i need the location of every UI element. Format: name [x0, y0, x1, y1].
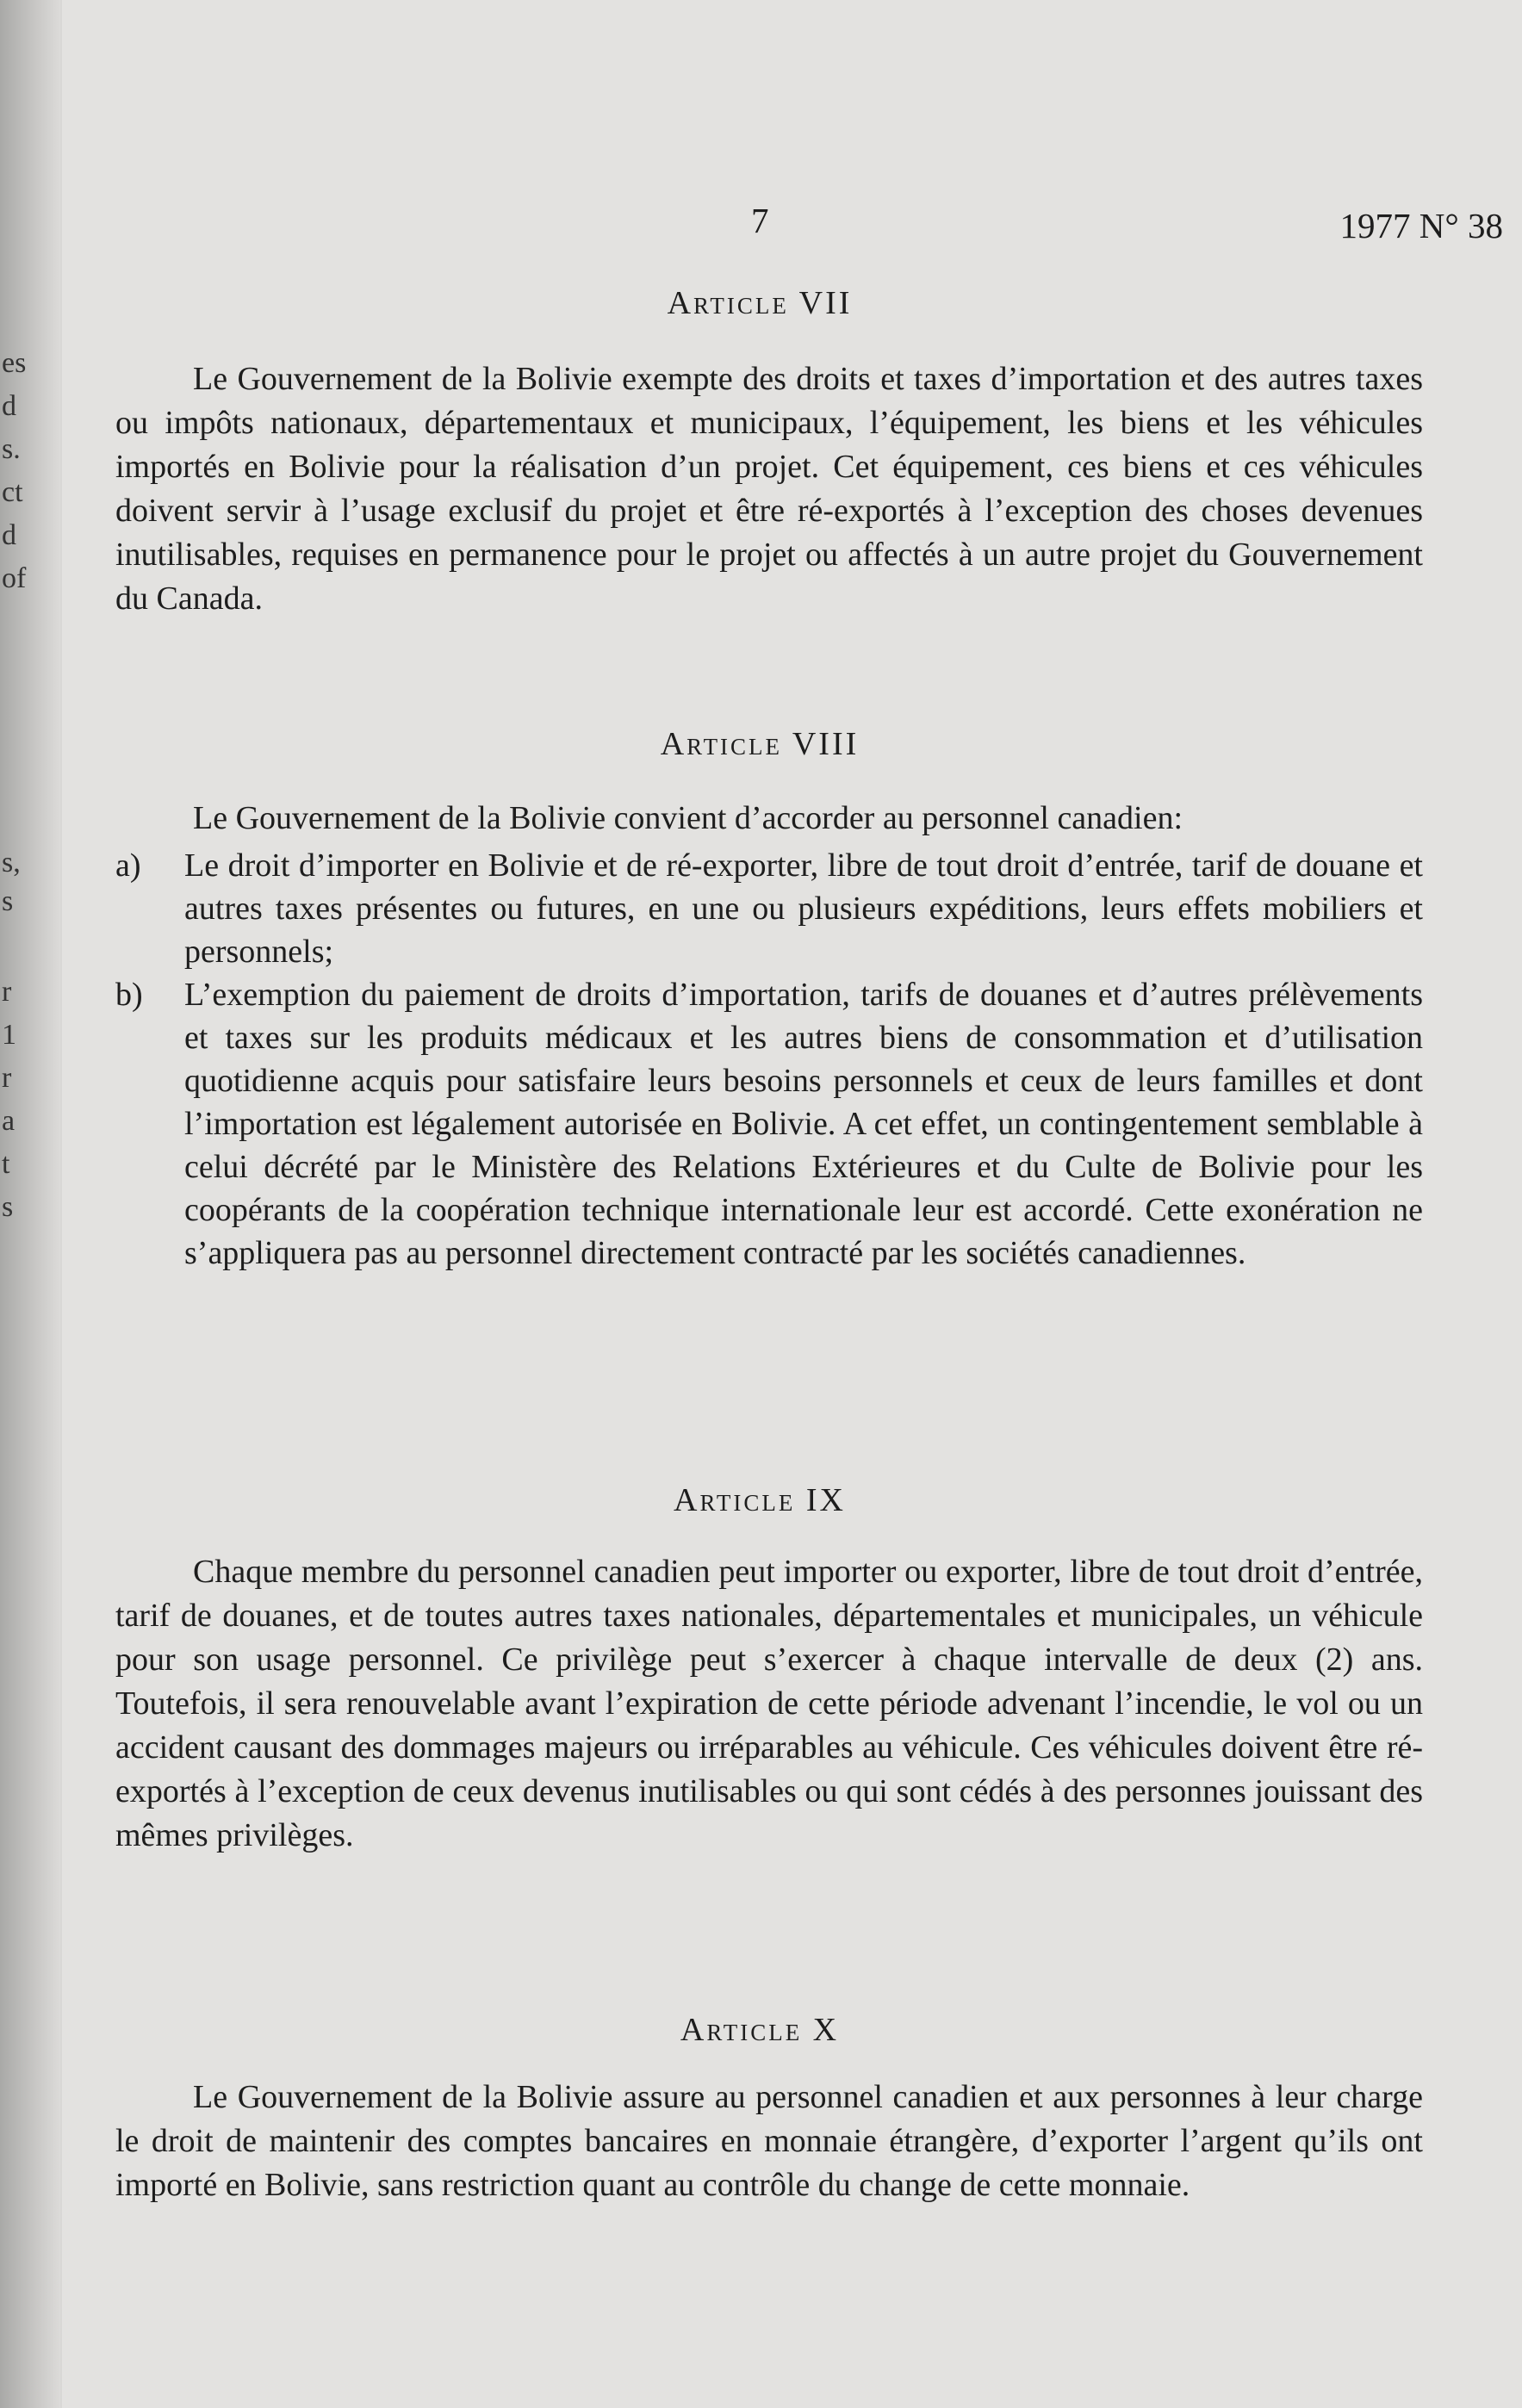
list-marker: b): [115, 977, 143, 1013]
provisions-list: [115, 844, 1423, 1275]
gutter-fragment: d: [2, 519, 16, 551]
list-item-text: L’exemption du paiement de droits d’importation, tarifs de douanes et d’autres prélèvements et taxes sur les produits médicaux et les autres biens de consommation et d’utilisation quotidienne acquis pour satisfaire leurs besoins personnels et ceux de leurs familles et dont l’importation est légalement autorisée en Bolivie. A cet effet, un contingentement semblable à celui décrété par le Ministère des Relations Extérieures et du Culte de Bolivie pour les coopérants de la coopération technique internationale leur est accordé. Cette exonération ne s’appliquera pas au personnel directement contracté par les sociétés canadiennes.: [184, 977, 1423, 1271]
article-paragraph: Le Gouvernement de la Bolivie exempte des droits et taxes d’importation et des autres taxes ou impôts nationaux, départementaux et municipaux, l’équipement, les biens et les véhicules importés en Bolivie pour la réalisation d’un projet. Cet équipement, ces biens et ces véhicules doivent servir à l’usage exclusif du projet et être ré-exportés à l’exception des choses devenues inutilisables, requises en permanence pour le projet ou affectés à un autre projet du Gouvernement du Canada.: [115, 361, 1423, 617]
gutter-fragment: es: [2, 347, 27, 379]
article-heading: Article X: [680, 2012, 840, 2048]
list-item: [115, 844, 1423, 973]
article-intro: Le Gouvernement de la Bolivie convient d’accorder au personnel canadien:: [193, 800, 1183, 836]
article-heading: Article IX: [674, 1482, 846, 1518]
gutter-fragment: s.: [2, 433, 21, 465]
article-heading: Article VII: [667, 285, 853, 321]
gutter-fragment: s,: [2, 847, 21, 878]
gutter-fragment: of: [2, 562, 27, 594]
gutter-fragment: s: [2, 1191, 14, 1223]
list-item: [115, 973, 1423, 1275]
gutter-fragment: r: [2, 1062, 12, 1094]
document-reference: 1977 N° 38: [1339, 206, 1503, 245]
list-marker: a): [115, 847, 141, 884]
article-paragraph: Chaque membre du personnel canadien peut importer ou exporter, libre de tout droit d’entrée, tarif de douanes, et de toutes autres taxes nationales, départementales et municipales, un véhicule pour son usage personnel. Ce privilège peut s’exercer à chaque intervalle de deux (2) ans. Toutefois, il sera renouvelable avant l’expiration de cette période advenant l’incendie, le vol ou un accident causant des dommages majeurs ou irréparables au véhicule. Ces véhicules doivent être ré-exportés à l’exception de ceux devenus inutilisables ou qui sont cédés à des personnes jouissant des mêmes privilèges.: [115, 1554, 1423, 1853]
page-number: 7: [751, 201, 769, 240]
gutter-fragment: s: [2, 885, 14, 917]
gutter-fragment: a: [2, 1105, 16, 1137]
article-paragraph: Le Gouvernement de la Bolivie assure au personnel canadien et aux personnes à leur charge le droit de maintenir des comptes bancaires en monnaie étrangère, d’exporter l’argent qu’ils ont importé en Bolivie, sans restriction quant au contrôle du change de cette monnaie.: [115, 2079, 1423, 2203]
book-binding-shadow: [0, 0, 60, 2408]
gutter-fragment: 1: [2, 1019, 16, 1051]
gutter-fragment: t: [2, 1148, 10, 1180]
gutter-fragment: ct: [2, 476, 23, 508]
gutter-fragment: d: [2, 390, 16, 422]
gutter-fragment: r: [2, 976, 12, 1008]
document-page: [62, 0, 1522, 2408]
article-heading: Article VIII: [660, 726, 860, 762]
list-item-text: Le droit d’importer en Bolivie et de ré-exporter, libre de tout droit d’entrée, tarif de douane et autres taxes présentes ou futures, en une ou plusieurs expéditions, leurs effets mobiliers et personnels;: [184, 847, 1423, 970]
page-header: [62, 200, 1522, 251]
